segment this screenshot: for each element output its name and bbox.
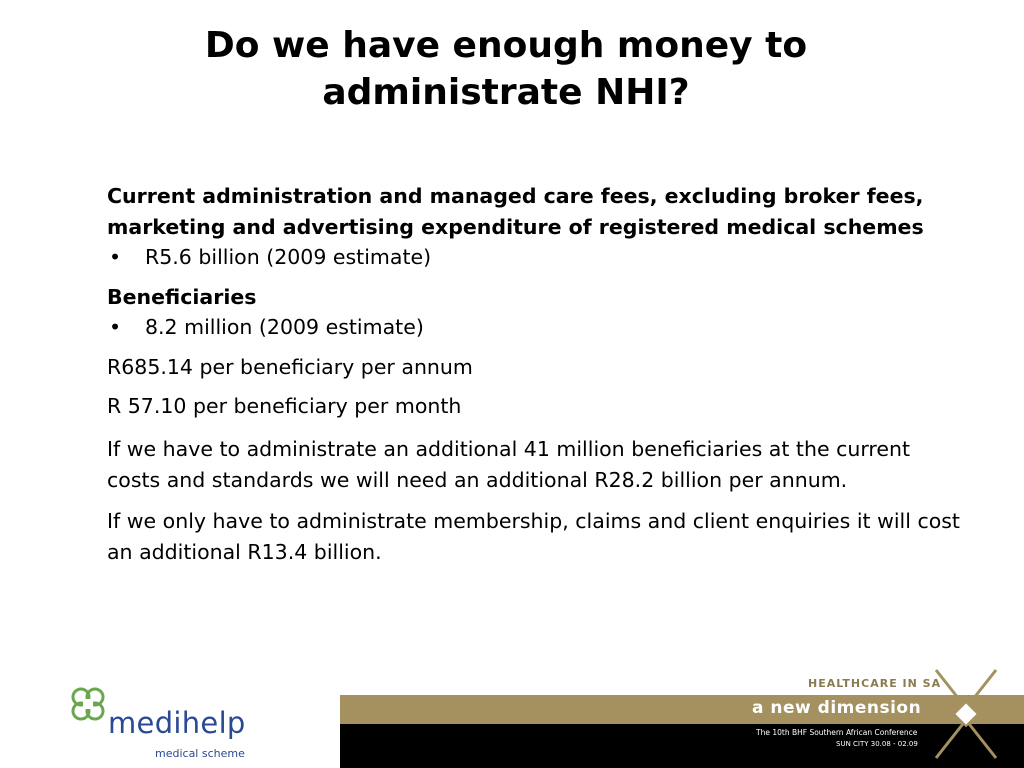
slide-title-line1: Do we have enough money to <box>204 25 808 66</box>
banner-conference: The 10th BHF Southern African Conference <box>756 728 918 737</box>
bullet-marker: • <box>109 315 122 339</box>
per-month-line: R 57.10 per beneficiary per month <box>107 394 462 418</box>
slide-title-line2: administrate NHI? <box>322 72 690 113</box>
banner-venue: SUN CITY 30.08 - 02.09 <box>836 740 918 748</box>
bullet-text: R5.6 billion (2009 estimate) <box>145 245 432 269</box>
paragraph-reduced-cost: If we only have to administrate membership, claims and client enquiries it will cost an additional R13.4 billion. <box>107 509 960 564</box>
banner-tan-bar <box>340 695 1024 724</box>
paragraph-additional-cost: If we have to administrate an additional 41 million beneficiaries at the current costs and standards we will need an additional R28.2 billion per annum. <box>107 437 911 492</box>
banner-tagline-main: a new dimension <box>752 698 922 718</box>
per-annum-line: R685.14 per beneficiary per annum <box>107 355 473 379</box>
banner-black-bar <box>340 724 1024 768</box>
bullet-admin-fees <box>107 243 967 272</box>
conference-emblem-icon <box>930 664 1002 764</box>
slide-title <box>150 22 862 116</box>
bullet-text: 8.2 million (2009 estimate) <box>145 315 424 339</box>
medihelp-logo-icon <box>68 684 108 724</box>
logo-name: medihelp <box>108 706 246 740</box>
slide-body <box>107 181 967 568</box>
section-heading-beneficiaries: Beneficiaries <box>107 285 257 309</box>
bullet-marker: • <box>109 245 122 269</box>
bullet-beneficiaries <box>107 313 967 342</box>
banner-tagline-top: HEALTHCARE IN SA <box>808 677 942 690</box>
section-heading-admin-fees: Current administration and managed care fees, excluding broker fees, marketing and advertising expenditure of registered medical schemes <box>107 184 924 239</box>
logo-subtitle: medical scheme <box>155 747 245 760</box>
